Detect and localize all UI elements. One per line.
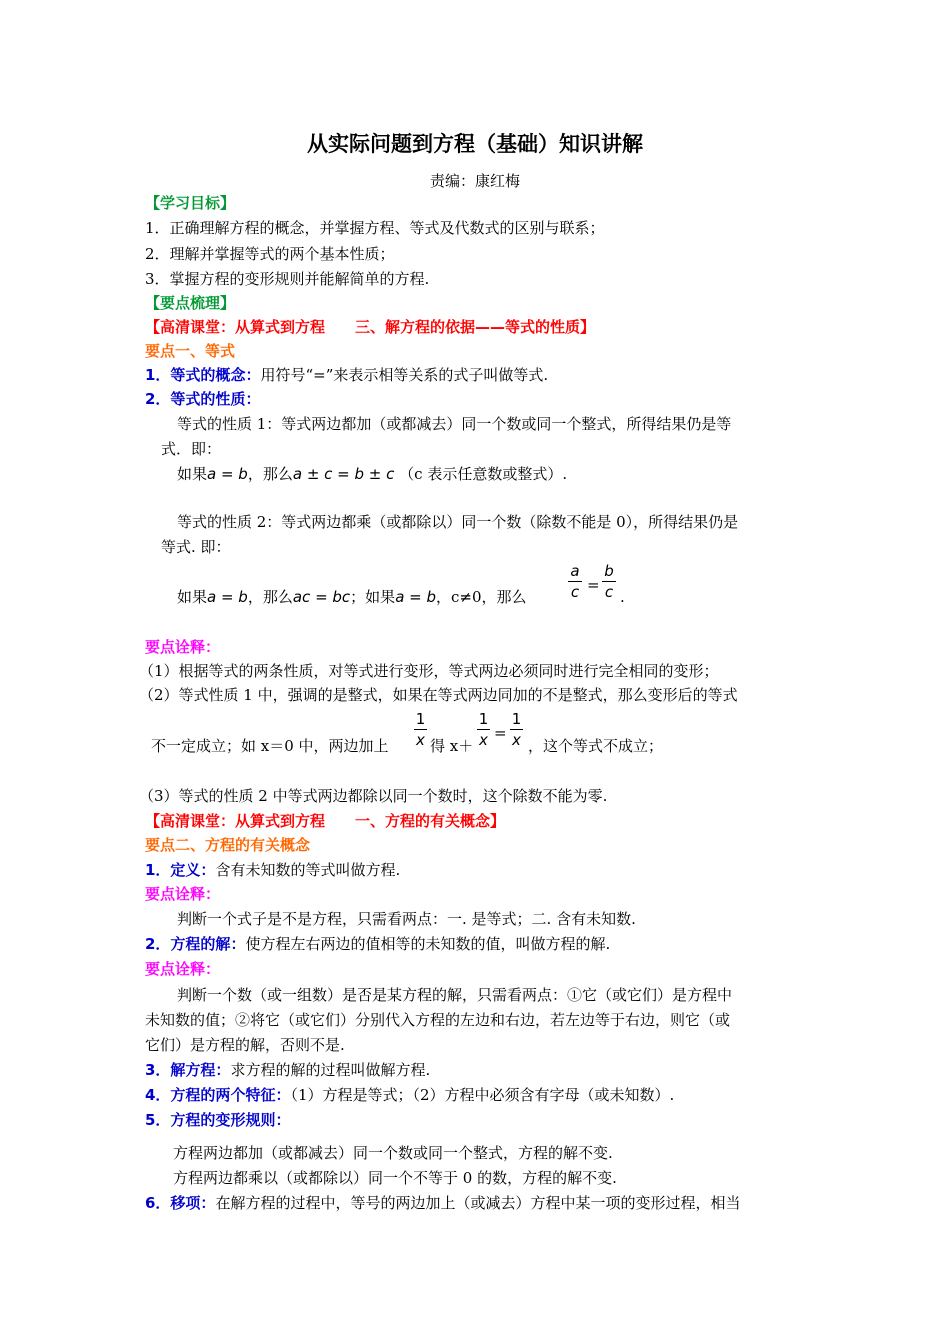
fraction xyxy=(568,562,582,601)
numerator: b xyxy=(604,562,614,580)
key-point-heading: 要点一、等式 xyxy=(145,342,236,360)
paragraph xyxy=(145,934,610,954)
fraction xyxy=(602,562,616,601)
numerator: 1 xyxy=(478,710,489,728)
paragraph xyxy=(145,1060,430,1080)
paragraph xyxy=(145,1085,674,1105)
text: （c 表示任意数或整式）. xyxy=(399,465,568,483)
paragraph: 方程两边都加（或都减去）同一个数或同一个整式，方程的解不变. xyxy=(173,1144,613,1162)
paragraph xyxy=(145,1193,740,1213)
note-item: （1）根据等式的两条性质，对等式进行变形，等式两边必须同时进行完全相同的变形； xyxy=(139,662,719,680)
term-label: 5．方程的变形规则： xyxy=(145,1111,291,1129)
hd-class-heading: 【高清课堂：从算式到方程 三、解方程的依据——等式的性质】 xyxy=(145,318,596,336)
paragraph: 它们）是方程的解，否则不是. xyxy=(145,1036,345,1054)
text: ，那么 xyxy=(247,588,293,606)
text: ，c≠0，那么 xyxy=(436,588,527,606)
paragraph xyxy=(145,860,400,880)
paragraph: 判断一个数（或一组数）是否是某方程的解，只需看两点：①它（或它们）是方程中 xyxy=(177,986,733,1004)
note-item: （3）等式的性质 2 中等式两边都除以同一个数时，这个除数不能为零. xyxy=(139,787,608,805)
term-text: （1）方程是等式；（2）方程中必须含有字母（或未知数）. xyxy=(290,1086,675,1104)
term-label: 1．定义： xyxy=(145,861,216,879)
denominator: c xyxy=(604,583,614,601)
denominator: c xyxy=(570,583,580,601)
note-item: （2）等式性质 1 中，强调的是整式，如果在等式两边同加的不是整式，那么变形后的等式 xyxy=(139,686,738,704)
period: . xyxy=(620,588,625,606)
equals-sign: = xyxy=(587,576,600,594)
formula-line xyxy=(177,587,527,607)
numerator: 1 xyxy=(511,710,522,728)
denominator: x xyxy=(512,731,521,749)
equals-sign: = xyxy=(494,724,507,742)
term-label: 6．移项： xyxy=(145,1194,216,1212)
text: ；如果 xyxy=(350,588,396,606)
note-heading: 要点诠释： xyxy=(145,885,221,903)
text: ，那么 xyxy=(247,465,293,483)
note-item: 得 x＋ xyxy=(430,737,474,755)
denominator: x xyxy=(479,731,488,749)
author-line: 责编：康红梅 xyxy=(429,172,520,190)
paragraph: 方程两边都乘以（或都除以）同一个不等于 0 的数，方程的解不变. xyxy=(173,1169,617,1187)
goal-item: 2．理解并掌握等式的两个基本性质； xyxy=(145,245,395,263)
paragraph xyxy=(145,365,548,385)
note-heading: 要点诠释： xyxy=(145,960,221,978)
paragraph: 未知数的值；②将它（或它们）分别代入方程的左边和右边，若左边等于右边，则它（或 xyxy=(145,1011,731,1029)
fraction xyxy=(477,710,490,749)
math-expression: ac = bc xyxy=(292,588,351,606)
section-goals-heading: 【学习目标】 xyxy=(145,194,236,212)
math-expression: a = b xyxy=(395,588,437,606)
math-expression: a ± c = b ± c xyxy=(292,465,395,483)
note-item: 不一定成立；如 x＝0 中，两边加上 xyxy=(151,737,389,755)
paragraph: 式．即： xyxy=(161,440,222,458)
fraction xyxy=(414,710,427,749)
term-text: 使方程左右两边的值相等的未知数的值，叫做方程的解. xyxy=(245,935,611,953)
fraction xyxy=(510,710,523,749)
math-expression: a = b xyxy=(207,465,248,483)
text: 如果 xyxy=(177,588,208,606)
paragraph: 等式的性质 1：等式两边都加（或都减去）同一个数或同一个整式，所得结果仍是等 xyxy=(177,415,732,433)
term-text: 用符号“=”来表示相等关系的式子叫做等式. xyxy=(260,366,549,384)
page-title: 从实际问题到方程（基础）知识讲解 xyxy=(307,132,643,156)
term-label: 4．方程的两个特征： xyxy=(145,1086,291,1104)
note-item: ，这个等式不成立； xyxy=(528,737,664,755)
goal-item: 3．掌握方程的变形规则并能解简单的方程. xyxy=(145,270,430,288)
term-label: 3．解方程： xyxy=(145,1061,231,1079)
term-text: 含有未知数的等式叫做方程. xyxy=(215,861,401,879)
hd-class-heading: 【高清课堂：从算式到方程 一、方程的有关概念】 xyxy=(145,812,506,830)
note-heading: 要点诠释： xyxy=(145,638,221,656)
term-text: 在解方程的过程中，等号的两边加上（或减去）方程中某一项的变形过程，相当 xyxy=(215,1194,741,1212)
term-label: 1．等式的概念： xyxy=(145,366,261,384)
term-text: 求方程的解的过程叫做解方程. xyxy=(230,1061,431,1079)
numerator: 1 xyxy=(415,710,426,728)
goal-item: 1．正确理解方程的概念，并掌握方程、等式及代数式的区别与联系； xyxy=(145,219,605,237)
formula-line xyxy=(177,464,567,484)
key-point-heading: 要点二、方程的有关概念 xyxy=(145,836,311,854)
text: 如果 xyxy=(177,465,208,483)
section-points-heading: 【要点梳理】 xyxy=(145,294,236,312)
denominator: x xyxy=(416,731,425,749)
math-expression: a = b xyxy=(207,588,248,606)
paragraph: 等式的性质 2：等式两边都乘（或都除以）同一个数（除数不能是 0），所得结果仍是 xyxy=(177,513,739,531)
paragraph: 判断一个式子是不是方程，只需看两点：一. 是等式；二. 含有未知数. xyxy=(177,910,636,928)
paragraph: 等式. 即： xyxy=(161,538,231,556)
term-label: 2．等式的性质： xyxy=(145,390,261,408)
numerator: a xyxy=(570,562,580,580)
term-label: 2．方程的解： xyxy=(145,935,246,953)
